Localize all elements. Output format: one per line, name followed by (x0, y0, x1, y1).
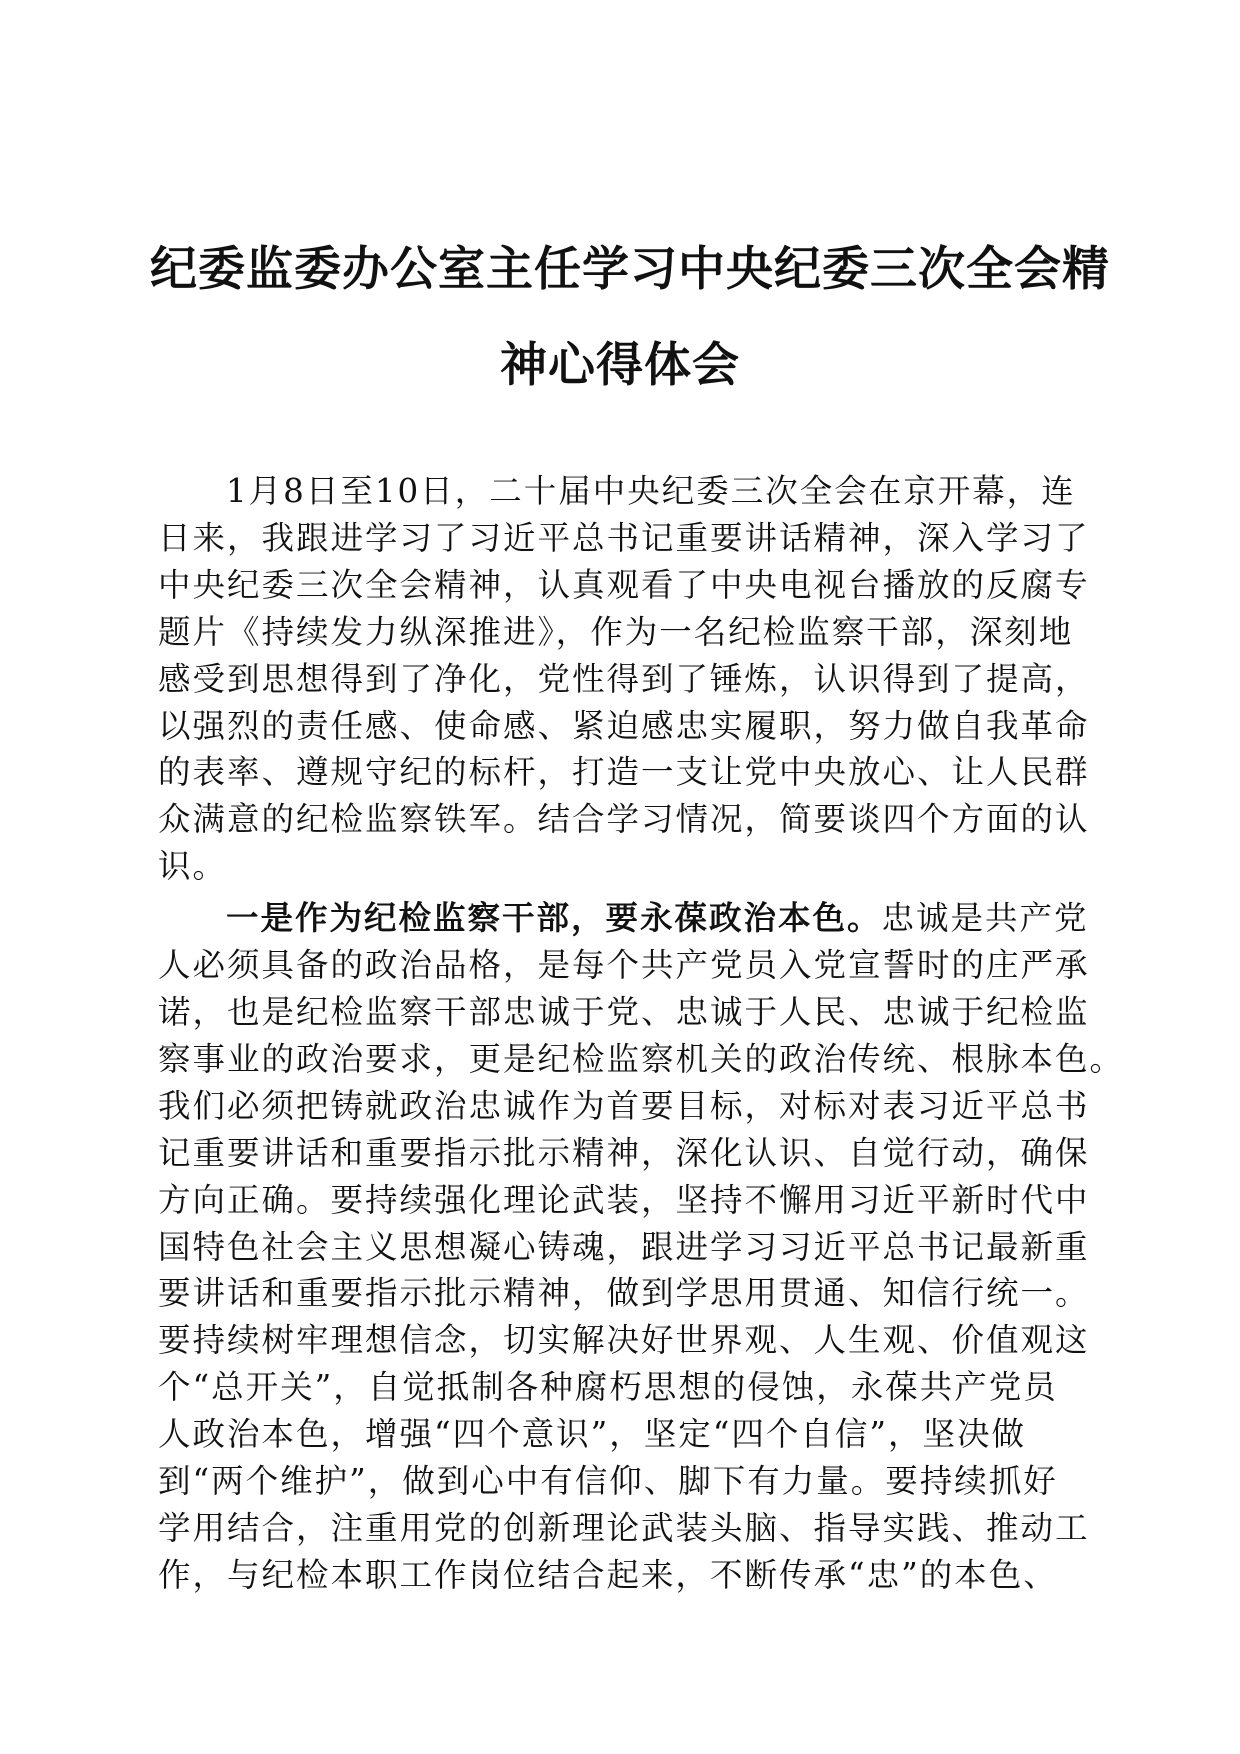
paragraph-line: 诺，也是纪检监察干部忠诚于党、忠诚于人民、忠诚于纪检监 (158, 992, 1090, 1031)
paragraph-line: 要讲话和重要指示批示精神，做到学思用贯通、知信行统一。 (158, 1274, 1090, 1313)
paragraph-line: 学用结合，注重用党的创新理论武装头脑、指导实践、推动工 (158, 1508, 1090, 1547)
paragraph-line: 中央纪委三次全会精神，认真观看了中央电视台播放的反腐专 (158, 565, 1090, 604)
paragraph-line: 人政治本色，增强“四个意识”，坚定“四个自信”，坚决做 (158, 1415, 1026, 1454)
paragraph-intro (158, 468, 1088, 890)
paragraph-line: 感受到思想得到了净化，党性得到了锤炼，认识得到了提高， (158, 659, 1090, 698)
title-line: 神心得体会 (500, 338, 740, 393)
paragraph-line: 的表率、遵规守纪的标杆，打造一支让党中央放心、让人民群 (158, 753, 1090, 792)
paragraph-line: 日来，我跟进学习了习近平总书记重要讲话精神，深入学习了 (158, 518, 1090, 557)
paragraph-line: 1月8日至10日，二十届中央纪委三次全会在京开幕，连 (226, 472, 1076, 510)
paragraph-line: 我们必须把铸就政治忠诚作为首要目标，对标对表习近平总书 (158, 1086, 1090, 1125)
paragraph-line: 以强烈的责任感、使命感、紧迫感忠实履职，努力做自我革命 (158, 706, 1090, 745)
paragraph-line: 察事业的政治要求，更是纪检监察机关的政治传统、根脉本色。 (158, 1039, 1125, 1078)
document-title (150, 222, 1110, 414)
paragraph-line: 到“两个维护”，做到心中有信仰、脚下有力量。要持续抓好 (158, 1462, 1058, 1501)
document-body (158, 468, 1125, 1599)
paragraph-line: 众满意的纪检监察铁军。结合学习情况，简要谈四个方面的认 (158, 800, 1090, 839)
paragraph-line: 题片《持续发力纵深推进》，作为一名纪检监察干部，深刻地 (158, 612, 1074, 651)
paragraph-line: 方向正确。要持续强化理论武装，坚持不懈用习近平新时代中 (158, 1180, 1090, 1219)
paragraph-line: 个“总开关”，自觉抵制各种腐朽思想的侵蚀，永葆共产党员 (158, 1368, 1058, 1407)
paragraph-line: 人必须具备的政治品格，是每个共产党员入党宣誓时的庄严承 (158, 946, 1090, 985)
paragraph-line: 记重要讲话和重要指示批示精神，深化认识、自觉行动，确保 (158, 1133, 1090, 1172)
paragraph-line-rest: 忠诚是共产党 (881, 899, 1089, 938)
section-lead-heading: 一是作为纪检监察干部，要永葆政治本色。 (226, 898, 882, 938)
paragraph-line: 要持续树牢理想信念，切实解决好世界观、人生观、价值观这 (158, 1321, 1090, 1360)
paragraph-first-line (158, 895, 1088, 942)
paragraph-line: 作，与纪检本职工作岗位结合起来，不断传承“忠”的本色、 (158, 1555, 1058, 1594)
paragraph-point-one (158, 895, 1125, 1599)
title-line: 纪委监委办公室主任学习中央纪委三次全会精 (150, 242, 1110, 297)
paragraph-line: 识。 (158, 847, 228, 886)
paragraph-line: 国特色社会主义思想凝心铸魂，跟进学习习近平总书记最新重 (158, 1227, 1090, 1266)
